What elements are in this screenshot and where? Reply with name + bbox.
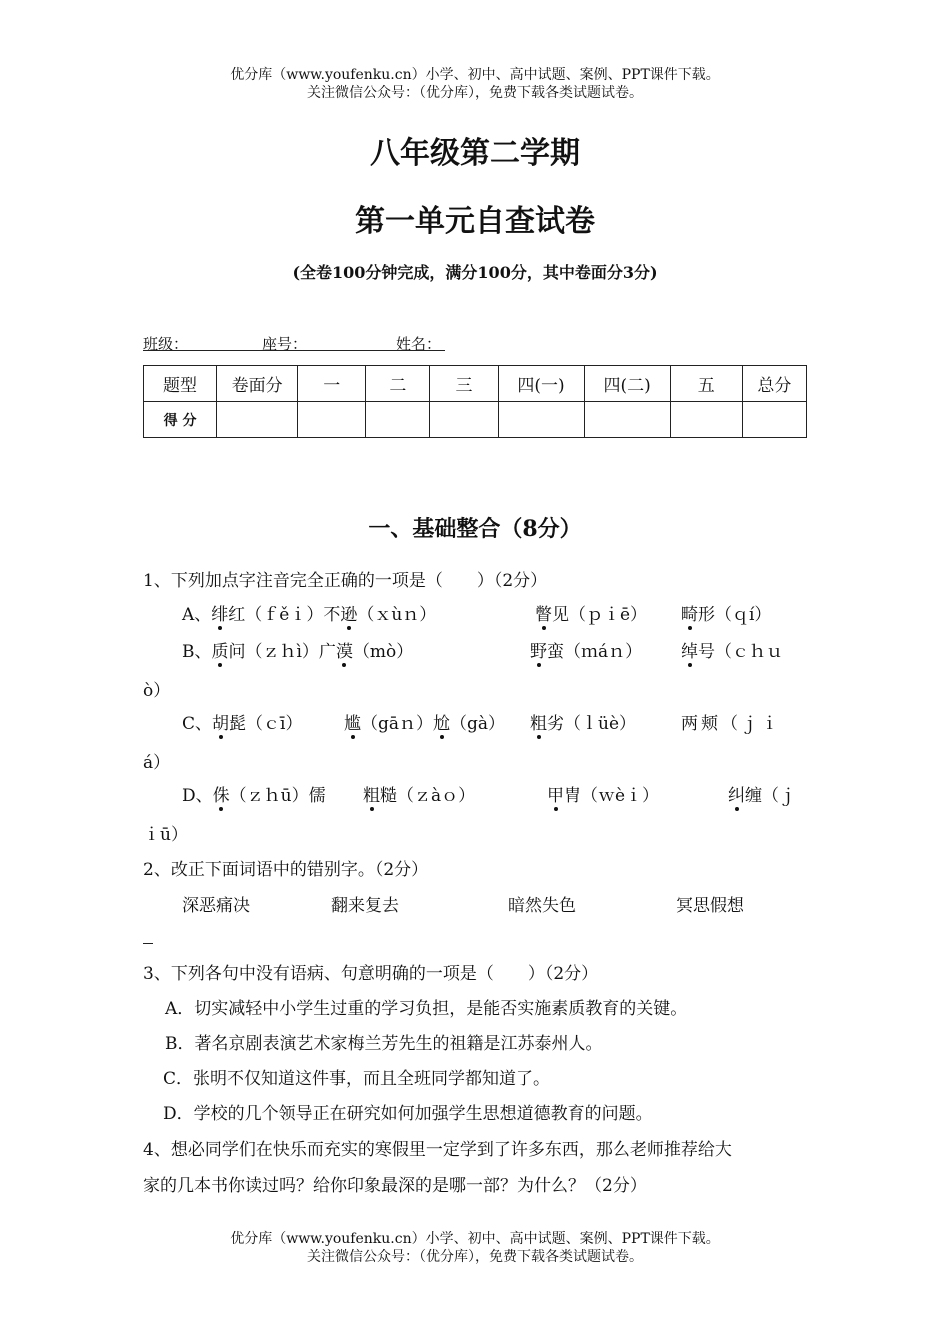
dotted-char: 粗: [363, 781, 380, 806]
dotted-char: 漠: [336, 637, 353, 662]
dotted-char: 质: [212, 637, 229, 662]
q1-option-c-part4: 两颊（ｊｉ: [681, 714, 781, 734]
score-cell[interactable]: [366, 402, 430, 438]
dotted-char: 绯: [211, 600, 228, 625]
page-title: 八年级第二学期: [370, 136, 580, 171]
class-label: 班级：: [143, 335, 189, 353]
name-label: 姓名：: [396, 335, 442, 353]
q1-option-d-part4: [728, 781, 796, 806]
score-table: [143, 365, 807, 438]
dotted-char: 胡: [212, 709, 229, 734]
dotted-char: 纠: [728, 781, 745, 806]
q1-option-b-part3: [681, 637, 783, 662]
q1-option-a-part2: [535, 600, 647, 625]
q1-option-a: [182, 600, 436, 625]
q1-option-c: [182, 709, 302, 734]
watermark-footer-line2: 关注微信公众号：（优分库），免费下载各类试题试卷。: [307, 1249, 643, 1265]
option-text: （mò）: [352, 642, 414, 662]
q3-option-b: B．著名京剧表演艺术家梅兰芳先生的祖籍是江苏泰州人。: [165, 1034, 603, 1054]
option-letter: A、: [182, 605, 212, 625]
dotted-char: 野: [530, 637, 547, 662]
score-cell[interactable]: [742, 402, 806, 438]
dotted-char: 逊: [340, 600, 357, 625]
q4-line1: 4、想必同学们在快乐而充实的寒假里一定学到了许多东西，那么老师推荐给大: [143, 1140, 732, 1160]
score-header-cell: 五: [670, 366, 742, 402]
option-text: 问（ｚｈì）广: [228, 642, 336, 662]
score-table-score-row: [144, 402, 807, 438]
dotted-char: 甲: [547, 781, 564, 806]
score-header-cell: 四(二): [584, 366, 670, 402]
score-cell[interactable]: [430, 402, 498, 438]
q1-option-d-part3: [547, 781, 659, 806]
q2-word: 深恶痛决: [182, 896, 250, 916]
seat-label: 座号：: [262, 335, 308, 353]
dotted-char: 尴: [344, 709, 361, 734]
score-cell[interactable]: [298, 402, 366, 438]
option-text: （ｚｈū）儒: [229, 786, 326, 806]
dotted-char: 侏: [213, 781, 230, 806]
option-letter: D、: [182, 786, 213, 806]
q1-option-b: [182, 637, 413, 662]
exam-instructions: (全卷100分钟完成，满分100分，其中卷面分3分): [292, 263, 658, 282]
q3-option-d: D．学校的几个领导正在研究如何加强学生思想道德教育的问题。: [163, 1104, 653, 1124]
option-letter: B、: [182, 642, 212, 662]
page-subtitle: 第一单元自查试卷: [355, 204, 595, 239]
q1-option-c-part3: [530, 709, 636, 734]
watermark-header-line2: 关注微信公众号：（优分库），免费下载各类试题试卷。: [307, 85, 643, 101]
score-cell[interactable]: [584, 402, 670, 438]
watermark-header-line1: 优分库（www.youfenku.cn）小学、初中、高中试题、案例、PPT课件下载。: [230, 67, 720, 83]
q2-word: 暗然失色: [508, 896, 576, 916]
score-cell[interactable]: [670, 402, 742, 438]
q1-option-d-part2: [363, 781, 475, 806]
q1-stem: 1、下列加点字注音完全正确的一项是（ ）（2分）: [143, 571, 548, 591]
option-text: 见（ｐｉē）: [552, 605, 648, 625]
q2-answer-line[interactable]: [143, 943, 153, 944]
option-text: 髭（ｃī）: [229, 714, 303, 734]
q1-option-c-part2: [344, 709, 505, 734]
score-header-cell: 题型: [144, 366, 217, 402]
option-text: （ｘùｎ）: [357, 605, 437, 625]
score-table-header-row: [144, 366, 807, 402]
q1-option-a-part3: [681, 600, 771, 625]
score-cell[interactable]: [217, 402, 298, 438]
q1-option-d: [182, 781, 326, 806]
q3-option-a: A．切实减轻中小学生过重的学习负担，是能否实施素质教育的关键。: [165, 999, 688, 1019]
score-row-label: 得 分: [144, 402, 217, 438]
q3-stem: 3、下列各句中没有语病、句意明确的一项是（ ）（2分）: [143, 964, 599, 984]
option-text: 缠（ｊ: [745, 786, 796, 806]
score-header-cell: 卷面分: [217, 366, 298, 402]
option-text: 劣（ｌüè）: [547, 714, 637, 734]
score-header-cell: 一: [298, 366, 366, 402]
option-text: 胄（ｗèｉ）: [564, 786, 660, 806]
option-text: （gāｎ）: [361, 714, 434, 734]
option-text: 蛮（ｍáｎ）: [547, 642, 643, 662]
q2-word: 翻来复去: [331, 896, 399, 916]
q2-word: 冥思假想: [676, 896, 744, 916]
option-text: 号（ｃｈｕ: [698, 642, 783, 662]
q1-option-c-cont: á）: [143, 753, 171, 773]
info-underline: [143, 350, 445, 351]
q1-option-d-cont: ｉū）: [143, 825, 188, 845]
option-text: （gà）: [450, 714, 506, 734]
q3-option-c: C．张明不仅知道这件事，而且全班同学都知道了。: [163, 1069, 551, 1089]
dotted-char: 绰: [681, 637, 698, 662]
option-text: 红（ｆěｉ）不: [228, 605, 341, 625]
watermark-footer-line1: 优分库（www.youfenku.cn）小学、初中、高中试题、案例、PPT课件下载。: [230, 1231, 720, 1247]
dotted-char: 尬: [433, 709, 450, 734]
option-text: 形（ｑí）: [698, 605, 772, 625]
dotted-char: 畸: [681, 600, 698, 625]
dotted-char: 瞥: [535, 600, 552, 625]
option-text: 糙（ｚàｏ）: [380, 786, 476, 806]
q4-line2: 家的几本书你读过吗？给你印象最深的是哪一部？为什么？（2分）: [143, 1176, 647, 1196]
score-header-cell: 总分: [742, 366, 806, 402]
dotted-char: 粗: [530, 709, 547, 734]
score-header-cell: 三: [430, 366, 498, 402]
score-header-cell: 二: [366, 366, 430, 402]
score-cell[interactable]: [498, 402, 584, 438]
option-letter: C、: [182, 714, 213, 734]
q1-option-b-part2: [530, 637, 642, 662]
score-header-cell: 四(一): [498, 366, 584, 402]
section-heading: 一、基础整合（8分）: [368, 516, 582, 542]
q2-stem: 2、改正下面词语中的错别字。（2分）: [143, 860, 429, 880]
q1-option-b-cont: ò）: [143, 681, 171, 701]
